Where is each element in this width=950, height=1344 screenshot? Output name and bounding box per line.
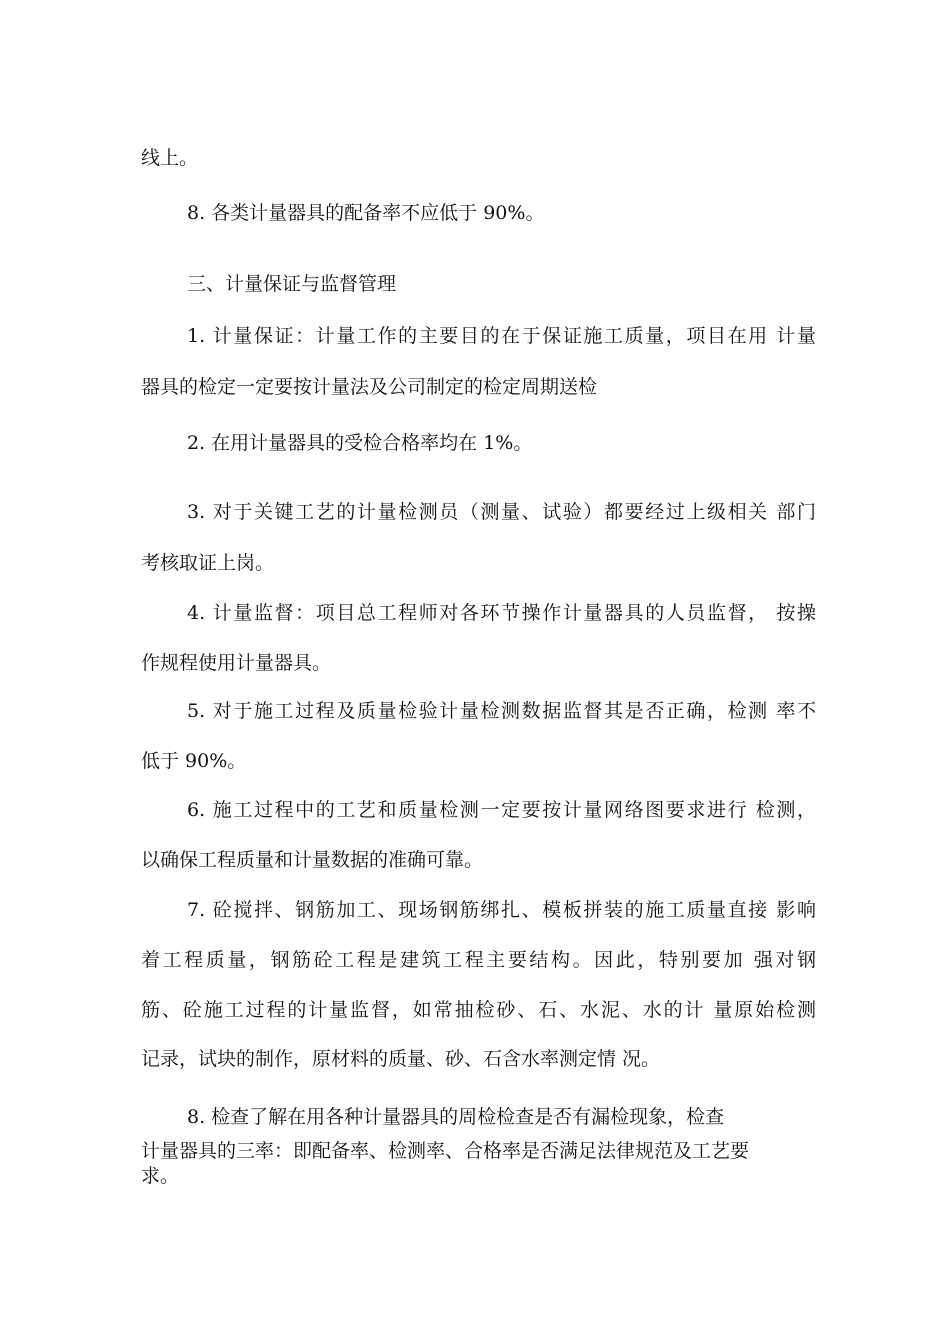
text-line: 2. 在用计量器具的受检合格率均在 1%。 [187, 432, 533, 454]
text-line: 筋、砼施工过程的计量监督，如常抽检砂、石、水泥、水的计 量原始检测 [141, 999, 816, 1021]
text-line: 着工程质量，钢筋砼工程是建筑工程主要结构。因此，特别要加 强对钢 [141, 949, 816, 971]
text-line: 5. 对于施工过程及质量检验计量检测数据监督其是否正确，检测 率不 [187, 700, 816, 722]
text-line: 7. 砼搅拌、钢筋加工、现场钢筋绑扎、模板拼装的施工质量直接 影响 [187, 899, 816, 921]
section-heading: 三、计量保证与监督管理 [187, 273, 397, 295]
text-line: 以确保工程质量和计量数据的准确可靠。 [141, 849, 484, 871]
text-line: 8. 各类计量器具的配备率不应低于 90%。 [187, 202, 545, 224]
text-line: 3. 对于关键工艺的计量检测员（测量、试验）都要经过上级相关 部门 [187, 501, 816, 523]
text-line: 求。 [141, 1165, 180, 1187]
text-line: 考核取证上岗。 [141, 552, 275, 574]
text-line: 器具的检定一定要按计量法及公司制定的检定周期送检 [141, 376, 598, 398]
text-line: 记录，试块的制作，原材料的质量、砂、石含水率测定情 况。 [141, 1048, 661, 1070]
text-line: 1. 计量保证：计量工作的主要目的在于保证施工质量，项目在用 计量 [187, 325, 816, 347]
text-line: 4. 计量监督：项目总工程师对各环节操作计量器具的人员监督， 按操 [187, 602, 816, 624]
text-line: 8. 检查了解在用各种计量器具的周检检查是否有漏检现象，检查 [187, 1106, 725, 1128]
text-line: 6. 施工过程中的工艺和质量检测一定要按计量网络图要求进行 检测， [187, 799, 816, 821]
text-line: 低于 90%。 [141, 750, 247, 772]
text-line: 线上。 [141, 147, 199, 169]
text-line: 作规程使用计量器具。 [141, 652, 332, 674]
text-line: 计量器具的三率：即配备率、检测率、合格率是否满足法律规范及工艺要 [141, 1140, 750, 1162]
